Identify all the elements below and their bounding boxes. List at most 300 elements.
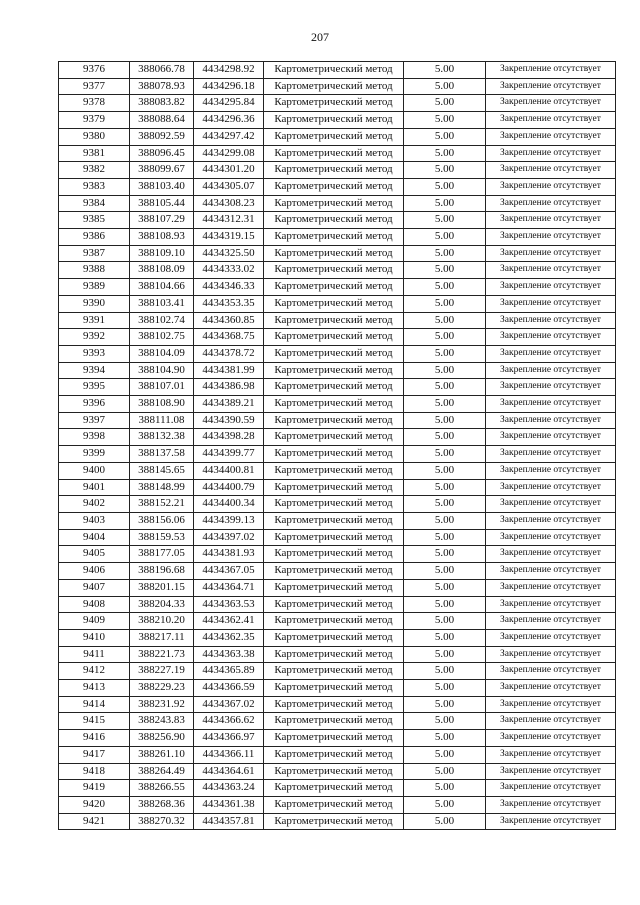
method-cell: Картометрический метод bbox=[264, 462, 404, 479]
x-coordinate-cell: 388231.92 bbox=[130, 696, 194, 713]
method-cell: Картометрический метод bbox=[264, 279, 404, 296]
method-cell: Картометрический метод bbox=[264, 746, 404, 763]
method-cell: Картометрический метод bbox=[264, 813, 404, 830]
y-coordinate-cell: 4434360.85 bbox=[194, 312, 264, 329]
x-coordinate-cell: 388227.19 bbox=[130, 663, 194, 680]
method-cell: Картометрический метод bbox=[264, 446, 404, 463]
method-cell: Картометрический метод bbox=[264, 145, 404, 162]
x-coordinate-cell: 388137.58 bbox=[130, 446, 194, 463]
y-coordinate-cell: 4434378.72 bbox=[194, 345, 264, 362]
accuracy-cell: 5.00 bbox=[404, 479, 486, 496]
fixing-description-cell: Закрепление отсутствует bbox=[486, 546, 616, 563]
x-coordinate-cell: 388217.11 bbox=[130, 629, 194, 646]
y-coordinate-cell: 4434363.24 bbox=[194, 780, 264, 797]
point-number-cell: 9387 bbox=[59, 245, 130, 262]
table-row bbox=[59, 128, 616, 145]
y-coordinate-cell: 4434319.15 bbox=[194, 229, 264, 246]
accuracy-cell: 5.00 bbox=[404, 345, 486, 362]
accuracy-cell: 5.00 bbox=[404, 379, 486, 396]
fixing-description-cell: Закрепление отсутствует bbox=[486, 262, 616, 279]
fixing-description-cell: Закрепление отсутствует bbox=[486, 563, 616, 580]
y-coordinate-cell: 4434296.36 bbox=[194, 112, 264, 129]
table-row bbox=[59, 295, 616, 312]
accuracy-cell: 5.00 bbox=[404, 579, 486, 596]
y-coordinate-cell: 4434363.38 bbox=[194, 646, 264, 663]
point-number-cell: 9391 bbox=[59, 312, 130, 329]
x-coordinate-cell: 388066.78 bbox=[130, 62, 194, 79]
point-number-cell: 9393 bbox=[59, 345, 130, 362]
fixing-description-cell: Закрепление отсутствует bbox=[486, 496, 616, 513]
fixing-description-cell: Закрепление отсутствует bbox=[486, 62, 616, 79]
method-cell: Картометрический метод bbox=[264, 345, 404, 362]
table-row bbox=[59, 813, 616, 830]
accuracy-cell: 5.00 bbox=[404, 563, 486, 580]
fixing-description-cell: Закрепление отсутствует bbox=[486, 479, 616, 496]
method-cell: Картометрический метод bbox=[264, 245, 404, 262]
coordinates-table-body bbox=[59, 62, 616, 830]
table-row bbox=[59, 446, 616, 463]
table-row bbox=[59, 746, 616, 763]
y-coordinate-cell: 4434400.79 bbox=[194, 479, 264, 496]
x-coordinate-cell: 388261.10 bbox=[130, 746, 194, 763]
y-coordinate-cell: 4434366.97 bbox=[194, 730, 264, 747]
accuracy-cell: 5.00 bbox=[404, 262, 486, 279]
y-coordinate-cell: 4434295.84 bbox=[194, 95, 264, 112]
point-number-cell: 9389 bbox=[59, 279, 130, 296]
method-cell: Картометрический метод bbox=[264, 212, 404, 229]
method-cell: Картометрический метод bbox=[264, 112, 404, 129]
x-coordinate-cell: 388210.20 bbox=[130, 613, 194, 630]
fixing-description-cell: Закрепление отсутствует bbox=[486, 379, 616, 396]
accuracy-cell: 5.00 bbox=[404, 512, 486, 529]
method-cell: Картометрический метод bbox=[264, 162, 404, 179]
fixing-description-cell: Закрепление отсутствует bbox=[486, 680, 616, 697]
table-row bbox=[59, 162, 616, 179]
fixing-description-cell: Закрепление отсутствует bbox=[486, 112, 616, 129]
method-cell: Картометрический метод bbox=[264, 646, 404, 663]
y-coordinate-cell: 4434364.71 bbox=[194, 579, 264, 596]
x-coordinate-cell: 388243.83 bbox=[130, 713, 194, 730]
method-cell: Картометрический метод bbox=[264, 596, 404, 613]
fixing-description-cell: Закрепление отсутствует bbox=[486, 195, 616, 212]
table-row bbox=[59, 229, 616, 246]
x-coordinate-cell: 388107.29 bbox=[130, 212, 194, 229]
point-number-cell: 9410 bbox=[59, 629, 130, 646]
x-coordinate-cell: 388111.08 bbox=[130, 412, 194, 429]
point-number-cell: 9385 bbox=[59, 212, 130, 229]
method-cell: Картометрический метод bbox=[264, 412, 404, 429]
y-coordinate-cell: 4434325.50 bbox=[194, 245, 264, 262]
table-row bbox=[59, 279, 616, 296]
method-cell: Картометрический метод bbox=[264, 195, 404, 212]
fixing-description-cell: Закрепление отсутствует bbox=[486, 95, 616, 112]
fixing-description-cell: Закрепление отсутствует bbox=[486, 229, 616, 246]
method-cell: Картометрический метод bbox=[264, 295, 404, 312]
table-row bbox=[59, 546, 616, 563]
fixing-description-cell: Закрепление отсутствует bbox=[486, 512, 616, 529]
y-coordinate-cell: 4434361.38 bbox=[194, 796, 264, 813]
method-cell: Картометрический метод bbox=[264, 429, 404, 446]
point-number-cell: 9382 bbox=[59, 162, 130, 179]
x-coordinate-cell: 388229.23 bbox=[130, 680, 194, 697]
point-number-cell: 9417 bbox=[59, 746, 130, 763]
accuracy-cell: 5.00 bbox=[404, 312, 486, 329]
table-row bbox=[59, 596, 616, 613]
x-coordinate-cell: 388103.40 bbox=[130, 178, 194, 195]
accuracy-cell: 5.00 bbox=[404, 613, 486, 630]
point-number-cell: 9401 bbox=[59, 479, 130, 496]
accuracy-cell: 5.00 bbox=[404, 529, 486, 546]
y-coordinate-cell: 4434368.75 bbox=[194, 329, 264, 346]
point-number-cell: 9421 bbox=[59, 813, 130, 830]
point-number-cell: 9379 bbox=[59, 112, 130, 129]
method-cell: Картометрический метод bbox=[264, 796, 404, 813]
x-coordinate-cell: 388148.99 bbox=[130, 479, 194, 496]
x-coordinate-cell: 388221.73 bbox=[130, 646, 194, 663]
point-number-cell: 9392 bbox=[59, 329, 130, 346]
accuracy-cell: 5.00 bbox=[404, 412, 486, 429]
point-number-cell: 9397 bbox=[59, 412, 130, 429]
table-row bbox=[59, 563, 616, 580]
method-cell: Картометрический метод bbox=[264, 663, 404, 680]
method-cell: Картометрический метод bbox=[264, 362, 404, 379]
fixing-description-cell: Закрепление отсутствует bbox=[486, 245, 616, 262]
method-cell: Картометрический метод bbox=[264, 730, 404, 747]
point-number-cell: 9377 bbox=[59, 78, 130, 95]
point-number-cell: 9395 bbox=[59, 379, 130, 396]
x-coordinate-cell: 388104.90 bbox=[130, 362, 194, 379]
y-coordinate-cell: 4434312.31 bbox=[194, 212, 264, 229]
method-cell: Картометрический метод bbox=[264, 62, 404, 79]
point-number-cell: 9378 bbox=[59, 95, 130, 112]
accuracy-cell: 5.00 bbox=[404, 546, 486, 563]
method-cell: Картометрический метод bbox=[264, 579, 404, 596]
accuracy-cell: 5.00 bbox=[404, 329, 486, 346]
accuracy-cell: 5.00 bbox=[404, 78, 486, 95]
x-coordinate-cell: 388270.32 bbox=[130, 813, 194, 830]
fixing-description-cell: Закрепление отсутствует bbox=[486, 596, 616, 613]
accuracy-cell: 5.00 bbox=[404, 780, 486, 797]
table-row bbox=[59, 312, 616, 329]
y-coordinate-cell: 4434389.21 bbox=[194, 396, 264, 413]
table-row bbox=[59, 245, 616, 262]
method-cell: Картометрический метод bbox=[264, 713, 404, 730]
y-coordinate-cell: 4434390.59 bbox=[194, 412, 264, 429]
accuracy-cell: 5.00 bbox=[404, 128, 486, 145]
fixing-description-cell: Закрепление отсутствует bbox=[486, 629, 616, 646]
table-row bbox=[59, 95, 616, 112]
y-coordinate-cell: 4434301.20 bbox=[194, 162, 264, 179]
method-cell: Картометрический метод bbox=[264, 613, 404, 630]
x-coordinate-cell: 388096.45 bbox=[130, 145, 194, 162]
table-row bbox=[59, 680, 616, 697]
method-cell: Картометрический метод bbox=[264, 312, 404, 329]
fixing-description-cell: Закрепление отсутствует bbox=[486, 362, 616, 379]
table-row bbox=[59, 329, 616, 346]
fixing-description-cell: Закрепление отсутствует bbox=[486, 663, 616, 680]
method-cell: Картометрический метод bbox=[264, 379, 404, 396]
x-coordinate-cell: 388103.41 bbox=[130, 295, 194, 312]
accuracy-cell: 5.00 bbox=[404, 145, 486, 162]
point-number-cell: 9386 bbox=[59, 229, 130, 246]
point-number-cell: 9380 bbox=[59, 128, 130, 145]
point-number-cell: 9381 bbox=[59, 145, 130, 162]
y-coordinate-cell: 4434308.23 bbox=[194, 195, 264, 212]
point-number-cell: 9418 bbox=[59, 763, 130, 780]
table-row bbox=[59, 112, 616, 129]
table-row bbox=[59, 345, 616, 362]
x-coordinate-cell: 388088.64 bbox=[130, 112, 194, 129]
point-number-cell: 9383 bbox=[59, 178, 130, 195]
table-row bbox=[59, 663, 616, 680]
method-cell: Картометрический метод bbox=[264, 95, 404, 112]
point-number-cell: 9403 bbox=[59, 512, 130, 529]
point-number-cell: 9411 bbox=[59, 646, 130, 663]
fixing-description-cell: Закрепление отсутствует bbox=[486, 412, 616, 429]
accuracy-cell: 5.00 bbox=[404, 295, 486, 312]
accuracy-cell: 5.00 bbox=[404, 279, 486, 296]
x-coordinate-cell: 388108.90 bbox=[130, 396, 194, 413]
accuracy-cell: 5.00 bbox=[404, 162, 486, 179]
point-number-cell: 9416 bbox=[59, 730, 130, 747]
y-coordinate-cell: 4434397.02 bbox=[194, 529, 264, 546]
accuracy-cell: 5.00 bbox=[404, 195, 486, 212]
point-number-cell: 9388 bbox=[59, 262, 130, 279]
table-row bbox=[59, 713, 616, 730]
fixing-description-cell: Закрепление отсутствует bbox=[486, 312, 616, 329]
point-number-cell: 9419 bbox=[59, 780, 130, 797]
method-cell: Картометрический метод bbox=[264, 546, 404, 563]
accuracy-cell: 5.00 bbox=[404, 646, 486, 663]
table-row bbox=[59, 362, 616, 379]
table-row bbox=[59, 696, 616, 713]
x-coordinate-cell: 388104.09 bbox=[130, 345, 194, 362]
y-coordinate-cell: 4434399.13 bbox=[194, 512, 264, 529]
y-coordinate-cell: 4434400.81 bbox=[194, 462, 264, 479]
x-coordinate-cell: 388092.59 bbox=[130, 128, 194, 145]
x-coordinate-cell: 388105.44 bbox=[130, 195, 194, 212]
method-cell: Картометрический метод bbox=[264, 479, 404, 496]
fixing-description-cell: Закрепление отсутствует bbox=[486, 162, 616, 179]
y-coordinate-cell: 4434366.59 bbox=[194, 680, 264, 697]
x-coordinate-cell: 388201.15 bbox=[130, 579, 194, 596]
x-coordinate-cell: 388102.75 bbox=[130, 329, 194, 346]
y-coordinate-cell: 4434296.18 bbox=[194, 78, 264, 95]
point-number-cell: 9405 bbox=[59, 546, 130, 563]
point-number-cell: 9406 bbox=[59, 563, 130, 580]
accuracy-cell: 5.00 bbox=[404, 429, 486, 446]
table-row bbox=[59, 429, 616, 446]
table-row bbox=[59, 730, 616, 747]
fixing-description-cell: Закрепление отсутствует bbox=[486, 646, 616, 663]
y-coordinate-cell: 4434333.02 bbox=[194, 262, 264, 279]
y-coordinate-cell: 4434305.07 bbox=[194, 178, 264, 195]
method-cell: Картометрический метод bbox=[264, 396, 404, 413]
fixing-description-cell: Закрепление отсутствует bbox=[486, 529, 616, 546]
y-coordinate-cell: 4434357.81 bbox=[194, 813, 264, 830]
accuracy-cell: 5.00 bbox=[404, 813, 486, 830]
x-coordinate-cell: 388266.55 bbox=[130, 780, 194, 797]
point-number-cell: 9415 bbox=[59, 713, 130, 730]
fixing-description-cell: Закрепление отсутствует bbox=[486, 128, 616, 145]
x-coordinate-cell: 388109.10 bbox=[130, 245, 194, 262]
x-coordinate-cell: 388078.93 bbox=[130, 78, 194, 95]
method-cell: Картометрический метод bbox=[264, 629, 404, 646]
fixing-description-cell: Закрепление отсутствует bbox=[486, 613, 616, 630]
fixing-description-cell: Закрепление отсутствует bbox=[486, 212, 616, 229]
fixing-description-cell: Закрепление отсутствует bbox=[486, 345, 616, 362]
fixing-description-cell: Закрепление отсутствует bbox=[486, 696, 616, 713]
table-row bbox=[59, 396, 616, 413]
y-coordinate-cell: 4434364.61 bbox=[194, 763, 264, 780]
accuracy-cell: 5.00 bbox=[404, 713, 486, 730]
accuracy-cell: 5.00 bbox=[404, 229, 486, 246]
table-row bbox=[59, 62, 616, 79]
table-row bbox=[59, 579, 616, 596]
point-number-cell: 9409 bbox=[59, 613, 130, 630]
method-cell: Картометрический метод bbox=[264, 178, 404, 195]
x-coordinate-cell: 388083.82 bbox=[130, 95, 194, 112]
y-coordinate-cell: 4434386.98 bbox=[194, 379, 264, 396]
accuracy-cell: 5.00 bbox=[404, 763, 486, 780]
point-number-cell: 9396 bbox=[59, 396, 130, 413]
method-cell: Картометрический метод bbox=[264, 563, 404, 580]
accuracy-cell: 5.00 bbox=[404, 112, 486, 129]
table-row bbox=[59, 262, 616, 279]
fixing-description-cell: Закрепление отсутствует bbox=[486, 713, 616, 730]
fixing-description-cell: Закрепление отсутствует bbox=[486, 145, 616, 162]
table-row bbox=[59, 780, 616, 797]
table-row bbox=[59, 479, 616, 496]
fixing-description-cell: Закрепление отсутствует bbox=[486, 429, 616, 446]
fixing-description-cell: Закрепление отсутствует bbox=[486, 813, 616, 830]
table-row bbox=[59, 496, 616, 513]
y-coordinate-cell: 4434298.92 bbox=[194, 62, 264, 79]
point-number-cell: 9394 bbox=[59, 362, 130, 379]
fixing-description-cell: Закрепление отсутствует bbox=[486, 446, 616, 463]
point-number-cell: 9404 bbox=[59, 529, 130, 546]
y-coordinate-cell: 4434363.53 bbox=[194, 596, 264, 613]
x-coordinate-cell: 388196.68 bbox=[130, 563, 194, 580]
fixing-description-cell: Закрепление отсутствует bbox=[486, 279, 616, 296]
fixing-description-cell: Закрепление отсутствует bbox=[486, 295, 616, 312]
y-coordinate-cell: 4434400.34 bbox=[194, 496, 264, 513]
y-coordinate-cell: 4434362.41 bbox=[194, 613, 264, 630]
y-coordinate-cell: 4434362.35 bbox=[194, 629, 264, 646]
accuracy-cell: 5.00 bbox=[404, 462, 486, 479]
x-coordinate-cell: 388099.67 bbox=[130, 162, 194, 179]
fixing-description-cell: Закрепление отсутствует bbox=[486, 796, 616, 813]
table-row bbox=[59, 646, 616, 663]
y-coordinate-cell: 4434399.77 bbox=[194, 446, 264, 463]
accuracy-cell: 5.00 bbox=[404, 212, 486, 229]
fixing-description-cell: Закрепление отсутствует bbox=[486, 579, 616, 596]
method-cell: Картометрический метод bbox=[264, 529, 404, 546]
point-number-cell: 9400 bbox=[59, 462, 130, 479]
table-row bbox=[59, 178, 616, 195]
table-row bbox=[59, 462, 616, 479]
point-number-cell: 9376 bbox=[59, 62, 130, 79]
fixing-description-cell: Закрепление отсутствует bbox=[486, 780, 616, 797]
fixing-description-cell: Закрепление отсутствует bbox=[486, 730, 616, 747]
point-number-cell: 9413 bbox=[59, 680, 130, 697]
x-coordinate-cell: 388104.66 bbox=[130, 279, 194, 296]
point-number-cell: 9402 bbox=[59, 496, 130, 513]
y-coordinate-cell: 4434353.35 bbox=[194, 295, 264, 312]
point-number-cell: 9420 bbox=[59, 796, 130, 813]
x-coordinate-cell: 388159.53 bbox=[130, 529, 194, 546]
accuracy-cell: 5.00 bbox=[404, 62, 486, 79]
x-coordinate-cell: 388256.90 bbox=[130, 730, 194, 747]
accuracy-cell: 5.00 bbox=[404, 95, 486, 112]
table-row bbox=[59, 763, 616, 780]
y-coordinate-cell: 4434346.33 bbox=[194, 279, 264, 296]
point-number-cell: 9384 bbox=[59, 195, 130, 212]
method-cell: Картометрический метод bbox=[264, 763, 404, 780]
x-coordinate-cell: 388108.09 bbox=[130, 262, 194, 279]
table-row bbox=[59, 195, 616, 212]
point-number-cell: 9407 bbox=[59, 579, 130, 596]
x-coordinate-cell: 388204.33 bbox=[130, 596, 194, 613]
accuracy-cell: 5.00 bbox=[404, 730, 486, 747]
y-coordinate-cell: 4434299.08 bbox=[194, 145, 264, 162]
point-number-cell: 9414 bbox=[59, 696, 130, 713]
x-coordinate-cell: 388268.36 bbox=[130, 796, 194, 813]
accuracy-cell: 5.00 bbox=[404, 596, 486, 613]
table-row bbox=[59, 512, 616, 529]
table-row bbox=[59, 145, 616, 162]
table-row bbox=[59, 529, 616, 546]
x-coordinate-cell: 388108.93 bbox=[130, 229, 194, 246]
fixing-description-cell: Закрепление отсутствует bbox=[486, 178, 616, 195]
accuracy-cell: 5.00 bbox=[404, 446, 486, 463]
method-cell: Картометрический метод bbox=[264, 496, 404, 513]
x-coordinate-cell: 388132.38 bbox=[130, 429, 194, 446]
y-coordinate-cell: 4434381.93 bbox=[194, 546, 264, 563]
table-row bbox=[59, 379, 616, 396]
accuracy-cell: 5.00 bbox=[404, 629, 486, 646]
accuracy-cell: 5.00 bbox=[404, 496, 486, 513]
accuracy-cell: 5.00 bbox=[404, 178, 486, 195]
point-number-cell: 9412 bbox=[59, 663, 130, 680]
point-number-cell: 9408 bbox=[59, 596, 130, 613]
table-row bbox=[59, 629, 616, 646]
point-number-cell: 9399 bbox=[59, 446, 130, 463]
fixing-description-cell: Закрепление отсутствует bbox=[486, 462, 616, 479]
x-coordinate-cell: 388145.65 bbox=[130, 462, 194, 479]
accuracy-cell: 5.00 bbox=[404, 746, 486, 763]
fixing-description-cell: Закрепление отсутствует bbox=[486, 78, 616, 95]
method-cell: Картометрический метод bbox=[264, 78, 404, 95]
x-coordinate-cell: 388107.01 bbox=[130, 379, 194, 396]
method-cell: Картометрический метод bbox=[264, 696, 404, 713]
table-row bbox=[59, 78, 616, 95]
fixing-description-cell: Закрепление отсутствует bbox=[486, 396, 616, 413]
table-row bbox=[59, 613, 616, 630]
y-coordinate-cell: 4434367.05 bbox=[194, 563, 264, 580]
method-cell: Картометрический метод bbox=[264, 229, 404, 246]
method-cell: Картометрический метод bbox=[264, 262, 404, 279]
x-coordinate-cell: 388264.49 bbox=[130, 763, 194, 780]
fixing-description-cell: Закрепление отсутствует bbox=[486, 746, 616, 763]
y-coordinate-cell: 4434367.02 bbox=[194, 696, 264, 713]
method-cell: Картометрический метод bbox=[264, 780, 404, 797]
accuracy-cell: 5.00 bbox=[404, 696, 486, 713]
method-cell: Картометрический метод bbox=[264, 680, 404, 697]
y-coordinate-cell: 4434366.62 bbox=[194, 713, 264, 730]
fixing-description-cell: Закрепление отсутствует bbox=[486, 763, 616, 780]
accuracy-cell: 5.00 bbox=[404, 245, 486, 262]
